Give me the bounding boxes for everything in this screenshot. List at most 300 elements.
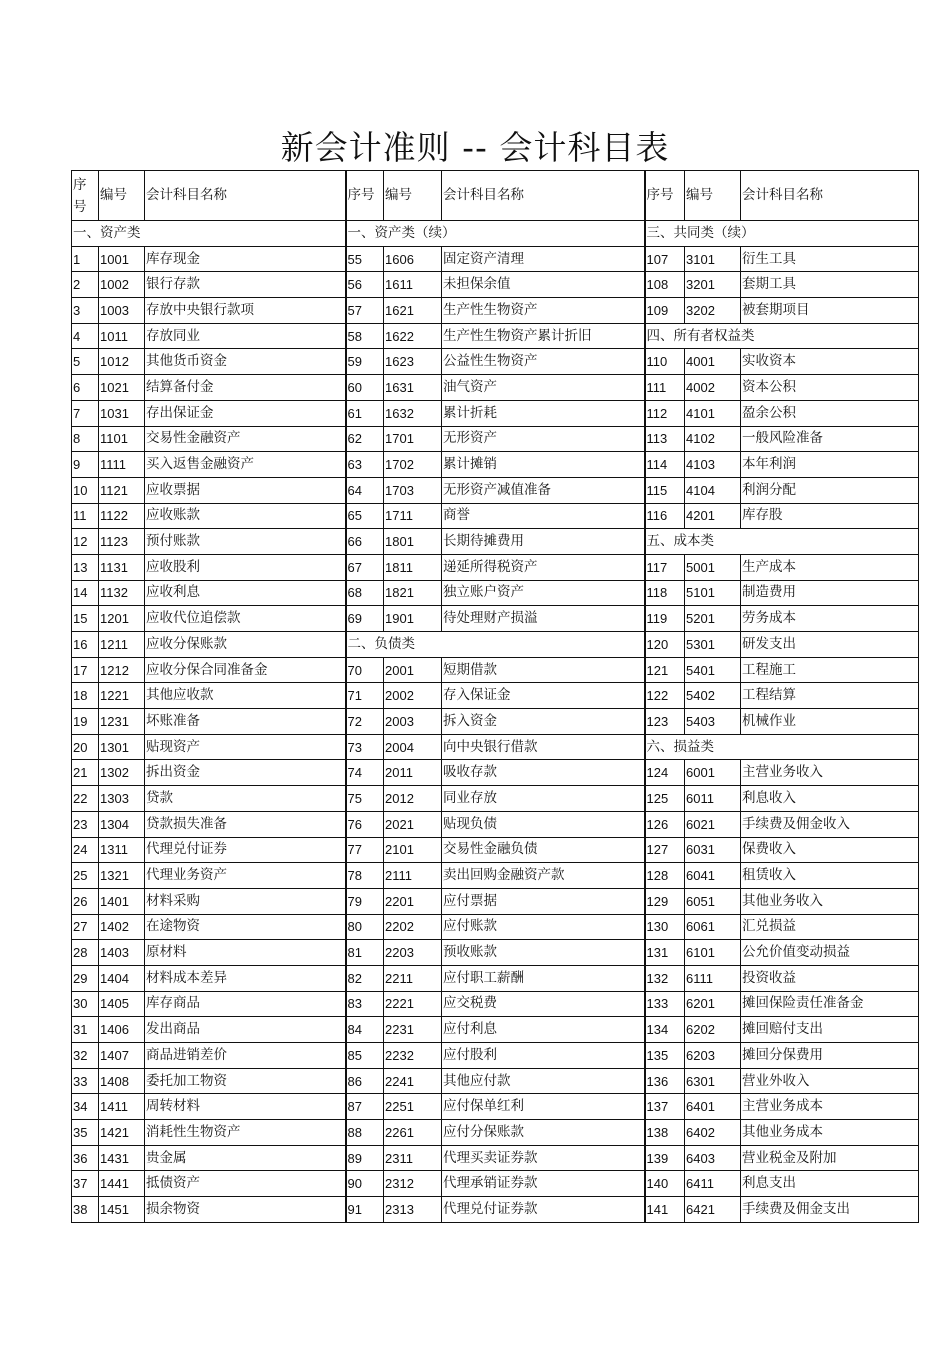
- name-cell: 无形资产减值准备: [442, 477, 645, 503]
- seq-cell: 3: [72, 298, 99, 324]
- code-cell: 1411: [99, 1094, 145, 1120]
- seq-cell: 87: [346, 1094, 384, 1120]
- seq-cell: 9: [72, 452, 99, 478]
- code-cell: 2313: [384, 1197, 442, 1223]
- category-heading: 一、资产类: [72, 221, 346, 247]
- name-cell: 存入保证金: [442, 683, 645, 709]
- seq-cell: 55: [346, 246, 384, 272]
- table-row: [72, 1145, 919, 1171]
- seq-cell: 140: [645, 1171, 685, 1197]
- table-row: [72, 221, 919, 247]
- code-cell: 1821: [384, 580, 442, 606]
- name-cell: 套期工具: [741, 272, 919, 298]
- name-cell: 同业存放: [442, 786, 645, 812]
- code-cell: 1421: [99, 1120, 145, 1146]
- code-cell: 1801: [384, 529, 442, 555]
- code-cell: 1703: [384, 477, 442, 503]
- seq-cell: 31: [72, 1017, 99, 1043]
- seq-cell: 131: [645, 940, 685, 966]
- table-row: [72, 298, 919, 324]
- seq-cell: 10: [72, 477, 99, 503]
- col-header-seq: 序号: [645, 171, 685, 221]
- seq-cell: 128: [645, 863, 685, 889]
- name-cell: 无形资产: [442, 426, 645, 452]
- code-cell: 6001: [685, 760, 741, 786]
- code-cell: 2101: [384, 837, 442, 863]
- seq-cell: 122: [645, 683, 685, 709]
- seq-cell: 1: [72, 246, 99, 272]
- name-cell: 贴现资产: [145, 734, 346, 760]
- seq-cell: 68: [346, 580, 384, 606]
- seq-cell: 35: [72, 1120, 99, 1146]
- seq-cell: 113: [645, 426, 685, 452]
- seq-cell: 123: [645, 709, 685, 735]
- seq-cell: 28: [72, 940, 99, 966]
- table-row: [72, 837, 919, 863]
- code-cell: 6021: [685, 811, 741, 837]
- name-cell: 原材料: [145, 940, 346, 966]
- category-heading: 四、所有者权益类: [645, 323, 919, 349]
- category-heading: 三、共同类（续）: [645, 221, 919, 247]
- name-cell: 手续费及佣金支出: [741, 1197, 919, 1223]
- seq-cell: 134: [645, 1017, 685, 1043]
- name-cell: 实收资本: [741, 349, 919, 375]
- name-cell: 保费收入: [741, 837, 919, 863]
- seq-cell: 89: [346, 1145, 384, 1171]
- seq-cell: 109: [645, 298, 685, 324]
- name-cell: 未担保余值: [442, 272, 645, 298]
- name-cell: 卖出回购金融资产款: [442, 863, 645, 889]
- code-cell: 2232: [384, 1043, 442, 1069]
- seq-cell: 22: [72, 786, 99, 812]
- code-cell: 1408: [99, 1068, 145, 1094]
- seq-cell: 5: [72, 349, 99, 375]
- col-header-code: 编号: [685, 171, 741, 221]
- code-cell: 2012: [384, 786, 442, 812]
- seq-cell: 65: [346, 503, 384, 529]
- code-cell: 1403: [99, 940, 145, 966]
- col-header-code: 编号: [99, 171, 145, 221]
- name-cell: 油气资产: [442, 375, 645, 401]
- seq-cell: 133: [645, 991, 685, 1017]
- name-cell: 存放同业: [145, 323, 346, 349]
- seq-cell: 112: [645, 400, 685, 426]
- seq-cell: 27: [72, 914, 99, 940]
- name-cell: 应收分保合同准备金: [145, 657, 346, 683]
- table-row: [72, 786, 919, 812]
- table-row: [72, 272, 919, 298]
- seq-cell: 14: [72, 580, 99, 606]
- code-cell: 1011: [99, 323, 145, 349]
- code-cell: 3201: [685, 272, 741, 298]
- name-cell: 应付股利: [442, 1043, 645, 1069]
- name-cell: 应收代位追偿款: [145, 606, 346, 632]
- seq-cell: 4: [72, 323, 99, 349]
- code-cell: 1451: [99, 1197, 145, 1223]
- table-row: [72, 811, 919, 837]
- code-cell: 6061: [685, 914, 741, 940]
- seq-cell: 82: [346, 965, 384, 991]
- name-cell: 固定资产清理: [442, 246, 645, 272]
- code-cell: 4103: [685, 452, 741, 478]
- seq-cell: 126: [645, 811, 685, 837]
- name-cell: 其他应付款: [442, 1068, 645, 1094]
- seq-cell: 116: [645, 503, 685, 529]
- seq-cell: 2: [72, 272, 99, 298]
- table-row: [72, 606, 919, 632]
- code-cell: 6411: [685, 1171, 741, 1197]
- name-cell: 其他业务成本: [741, 1120, 919, 1146]
- code-cell: 1441: [99, 1171, 145, 1197]
- name-cell: 利息收入: [741, 786, 919, 812]
- name-cell: 材料采购: [145, 888, 346, 914]
- seq-cell: 7: [72, 400, 99, 426]
- table-row: [72, 1068, 919, 1094]
- table-row: [72, 991, 919, 1017]
- code-cell: 6041: [685, 863, 741, 889]
- name-cell: 资本公积: [741, 375, 919, 401]
- seq-cell: 73: [346, 734, 384, 760]
- table-row: [72, 477, 919, 503]
- code-cell: 4002: [685, 375, 741, 401]
- code-cell: 1701: [384, 426, 442, 452]
- code-cell: 1132: [99, 580, 145, 606]
- seq-cell: 79: [346, 888, 384, 914]
- code-cell: 2001: [384, 657, 442, 683]
- name-cell: 商品进销差价: [145, 1043, 346, 1069]
- name-cell: 工程施工: [741, 657, 919, 683]
- name-cell: 库存股: [741, 503, 919, 529]
- name-cell: 拆入资金: [442, 709, 645, 735]
- code-cell: 1623: [384, 349, 442, 375]
- name-cell: 工程结算: [741, 683, 919, 709]
- name-cell: 在途物资: [145, 914, 346, 940]
- name-cell: 损余物资: [145, 1197, 346, 1223]
- col-header-name: 会计科目名称: [145, 171, 346, 221]
- code-cell: 6011: [685, 786, 741, 812]
- name-cell: 预收账款: [442, 940, 645, 966]
- code-cell: 1121: [99, 477, 145, 503]
- seq-cell: 118: [645, 580, 685, 606]
- seq-cell: 69: [346, 606, 384, 632]
- code-cell: 1001: [99, 246, 145, 272]
- seq-cell: 119: [645, 606, 685, 632]
- name-cell: 其他货币资金: [145, 349, 346, 375]
- seq-cell: 21: [72, 760, 99, 786]
- name-cell: 其他业务收入: [741, 888, 919, 914]
- table-row: [72, 888, 919, 914]
- table-row: [72, 1171, 919, 1197]
- code-cell: 1231: [99, 709, 145, 735]
- name-cell: 代理承销证券款: [442, 1171, 645, 1197]
- seq-cell: 135: [645, 1043, 685, 1069]
- name-cell: 商誉: [442, 503, 645, 529]
- seq-cell: 32: [72, 1043, 99, 1069]
- table-row: [72, 914, 919, 940]
- code-cell: 1304: [99, 811, 145, 837]
- code-cell: 4102: [685, 426, 741, 452]
- code-cell: 2004: [384, 734, 442, 760]
- seq-cell: 111: [645, 375, 685, 401]
- seq-cell: 71: [346, 683, 384, 709]
- table-row: [72, 1094, 919, 1120]
- name-cell: 主营业务收入: [741, 760, 919, 786]
- code-cell: 2201: [384, 888, 442, 914]
- name-cell: 生产成本: [741, 554, 919, 580]
- name-cell: 库存商品: [145, 991, 346, 1017]
- name-cell: 库存现金: [145, 246, 346, 272]
- category-heading: 二、负债类: [346, 632, 645, 658]
- name-cell: 贵金属: [145, 1145, 346, 1171]
- code-cell: 1212: [99, 657, 145, 683]
- code-cell: 2251: [384, 1094, 442, 1120]
- name-cell: 代理兑付证券: [145, 837, 346, 863]
- col-header-name: 会计科目名称: [741, 171, 919, 221]
- name-cell: 公益性生物资产: [442, 349, 645, 375]
- name-cell: 营业税金及附加: [741, 1145, 919, 1171]
- seq-cell: 24: [72, 837, 99, 863]
- name-cell: 利息支出: [741, 1171, 919, 1197]
- seq-cell: 59: [346, 349, 384, 375]
- table-row: [72, 940, 919, 966]
- seq-cell: 11: [72, 503, 99, 529]
- name-cell: 应收账款: [145, 503, 346, 529]
- name-cell: 摊回保险责任准备金: [741, 991, 919, 1017]
- name-cell: 向中央银行借款: [442, 734, 645, 760]
- name-cell: 交易性金融负债: [442, 837, 645, 863]
- col-header-seq: 序号: [346, 171, 384, 221]
- name-cell: 一般风险准备: [741, 426, 919, 452]
- name-cell: 被套期项目: [741, 298, 919, 324]
- table-row: [72, 657, 919, 683]
- code-cell: 2002: [384, 683, 442, 709]
- code-cell: 1901: [384, 606, 442, 632]
- code-cell: 4101: [685, 400, 741, 426]
- name-cell: 银行存款: [145, 272, 346, 298]
- name-cell: 吸收存款: [442, 760, 645, 786]
- table-row: [72, 349, 919, 375]
- seq-cell: 19: [72, 709, 99, 735]
- name-cell: 贴现负债: [442, 811, 645, 837]
- table-row: [72, 452, 919, 478]
- table-row: [72, 863, 919, 889]
- name-cell: 长期待摊费用: [442, 529, 645, 555]
- seq-cell: 117: [645, 554, 685, 580]
- seq-cell: 76: [346, 811, 384, 837]
- seq-cell: 17: [72, 657, 99, 683]
- table-row: [72, 1043, 919, 1069]
- seq-cell: 74: [346, 760, 384, 786]
- code-cell: 2111: [384, 863, 442, 889]
- code-cell: 1301: [99, 734, 145, 760]
- name-cell: 交易性金融资产: [145, 426, 346, 452]
- code-cell: 1111: [99, 452, 145, 478]
- seq-cell: 120: [645, 632, 685, 658]
- table-row: [72, 734, 919, 760]
- name-cell: 消耗性生物资产: [145, 1120, 346, 1146]
- code-cell: 2312: [384, 1171, 442, 1197]
- code-cell: 6421: [685, 1197, 741, 1223]
- name-cell: 抵债资产: [145, 1171, 346, 1197]
- seq-cell: 56: [346, 272, 384, 298]
- code-cell: 1211: [99, 632, 145, 658]
- seq-cell: 110: [645, 349, 685, 375]
- seq-cell: 114: [645, 452, 685, 478]
- name-cell: 累计折耗: [442, 400, 645, 426]
- seq-cell: 108: [645, 272, 685, 298]
- code-cell: 1622: [384, 323, 442, 349]
- name-cell: 本年利润: [741, 452, 919, 478]
- seq-cell: 6: [72, 375, 99, 401]
- code-cell: 5101: [685, 580, 741, 606]
- seq-cell: 91: [346, 1197, 384, 1223]
- name-cell: 应付保单红利: [442, 1094, 645, 1120]
- seq-cell: 141: [645, 1197, 685, 1223]
- table-row: [72, 375, 919, 401]
- seq-cell: 62: [346, 426, 384, 452]
- name-cell: 结算备付金: [145, 375, 346, 401]
- seq-cell: 132: [645, 965, 685, 991]
- seq-cell: 37: [72, 1171, 99, 1197]
- seq-cell: 58: [346, 323, 384, 349]
- code-cell: 1122: [99, 503, 145, 529]
- seq-cell: 115: [645, 477, 685, 503]
- code-cell: 1405: [99, 991, 145, 1017]
- name-cell: 预付账款: [145, 529, 346, 555]
- name-cell: 应付票据: [442, 888, 645, 914]
- seq-cell: 81: [346, 940, 384, 966]
- seq-cell: 80: [346, 914, 384, 940]
- seq-cell: 125: [645, 786, 685, 812]
- seq-cell: 13: [72, 554, 99, 580]
- code-cell: 5001: [685, 554, 741, 580]
- name-cell: 买入返售金融资产: [145, 452, 346, 478]
- code-cell: 2021: [384, 811, 442, 837]
- code-cell: 6203: [685, 1043, 741, 1069]
- name-cell: 材料成本差异: [145, 965, 346, 991]
- name-cell: 独立账户资产: [442, 580, 645, 606]
- seq-cell: 90: [346, 1171, 384, 1197]
- seq-cell: 121: [645, 657, 685, 683]
- code-cell: 3101: [685, 246, 741, 272]
- code-cell: 1407: [99, 1043, 145, 1069]
- table-row: [72, 965, 919, 991]
- header-row: [72, 171, 919, 221]
- name-cell: 研发支出: [741, 632, 919, 658]
- seq-cell: 139: [645, 1145, 685, 1171]
- name-cell: 应付利息: [442, 1017, 645, 1043]
- code-cell: 1002: [99, 272, 145, 298]
- seq-cell: 20: [72, 734, 99, 760]
- code-cell: 4104: [685, 477, 741, 503]
- code-cell: 6031: [685, 837, 741, 863]
- name-cell: 生产性生物资产累计折旧: [442, 323, 645, 349]
- name-cell: 应付分保账款: [442, 1120, 645, 1146]
- name-cell: 应收股利: [145, 554, 346, 580]
- seq-cell: 75: [346, 786, 384, 812]
- table-row: [72, 426, 919, 452]
- name-cell: 盈余公积: [741, 400, 919, 426]
- code-cell: 6401: [685, 1094, 741, 1120]
- name-cell: 周转材料: [145, 1094, 346, 1120]
- code-cell: 6301: [685, 1068, 741, 1094]
- name-cell: 存放中央银行款项: [145, 298, 346, 324]
- name-cell: 应付账款: [442, 914, 645, 940]
- name-cell: 摊回分保费用: [741, 1043, 919, 1069]
- code-cell: 2211: [384, 965, 442, 991]
- name-cell: 生产性生物资产: [442, 298, 645, 324]
- name-cell: 租赁收入: [741, 863, 919, 889]
- table-row: [72, 632, 919, 658]
- seq-cell: 66: [346, 529, 384, 555]
- seq-cell: 25: [72, 863, 99, 889]
- code-cell: 5301: [685, 632, 741, 658]
- seq-cell: 34: [72, 1094, 99, 1120]
- seq-cell: 86: [346, 1068, 384, 1094]
- seq-cell: 23: [72, 811, 99, 837]
- code-cell: 6403: [685, 1145, 741, 1171]
- col-header-code: 编号: [384, 171, 442, 221]
- seq-cell: 30: [72, 991, 99, 1017]
- code-cell: 6111: [685, 965, 741, 991]
- seq-cell: 12: [72, 529, 99, 555]
- name-cell: 存出保证金: [145, 400, 346, 426]
- category-heading: 五、成本类: [645, 529, 919, 555]
- col-header-seq: 序 号: [72, 171, 99, 221]
- name-cell: 制造费用: [741, 580, 919, 606]
- code-cell: 1631: [384, 375, 442, 401]
- col-header-name: 会计科目名称: [442, 171, 645, 221]
- seq-cell: 8: [72, 426, 99, 452]
- seq-cell: 78: [346, 863, 384, 889]
- seq-cell: 16: [72, 632, 99, 658]
- seq-cell: 137: [645, 1094, 685, 1120]
- name-cell: 贷款: [145, 786, 346, 812]
- code-cell: 1811: [384, 554, 442, 580]
- name-cell: 应付职工薪酬: [442, 965, 645, 991]
- code-cell: 1303: [99, 786, 145, 812]
- code-cell: 5401: [685, 657, 741, 683]
- name-cell: 汇兑损益: [741, 914, 919, 940]
- code-cell: 2011: [384, 760, 442, 786]
- table-row: [72, 1017, 919, 1043]
- code-cell: 2221: [384, 991, 442, 1017]
- seq-cell: 67: [346, 554, 384, 580]
- code-cell: 6051: [685, 888, 741, 914]
- name-cell: 营业外收入: [741, 1068, 919, 1094]
- table-row: [72, 529, 919, 555]
- name-cell: 劳务成本: [741, 606, 919, 632]
- seq-cell: 18: [72, 683, 99, 709]
- seq-cell: 26: [72, 888, 99, 914]
- code-cell: 2241: [384, 1068, 442, 1094]
- code-cell: 2202: [384, 914, 442, 940]
- category-heading: 六、损益类: [645, 734, 919, 760]
- seq-cell: 138: [645, 1120, 685, 1146]
- name-cell: 投资收益: [741, 965, 919, 991]
- name-cell: 拆出资金: [145, 760, 346, 786]
- name-cell: 待处理财产损溢: [442, 606, 645, 632]
- seq-cell: 83: [346, 991, 384, 1017]
- name-cell: 利润分配: [741, 477, 919, 503]
- code-cell: 4001: [685, 349, 741, 375]
- code-cell: 1611: [384, 272, 442, 298]
- code-cell: 1404: [99, 965, 145, 991]
- name-cell: 累计摊销: [442, 452, 645, 478]
- code-cell: 1311: [99, 837, 145, 863]
- name-cell: 委托加工物资: [145, 1068, 346, 1094]
- code-cell: 4201: [685, 503, 741, 529]
